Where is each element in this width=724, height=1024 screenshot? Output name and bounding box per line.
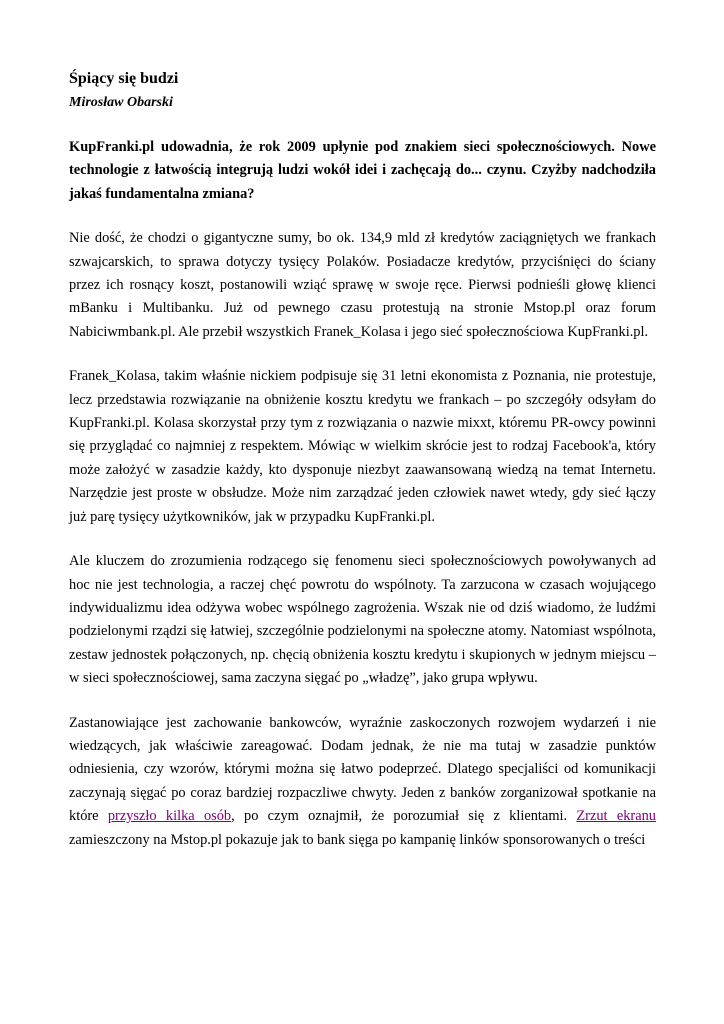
paragraph-4	[69, 712, 656, 852]
paragraph-4-text-b: , po czym oznajmił, że porozumiał się z klientami.	[231, 808, 577, 825]
paragraph-3: Ale kluczem do zrozumienia rodzącego się fenomenu sieci społecznościowych powoływanych ad hoc nie jest technologia, a raczej chęć powrotu do wspólnoty. Ta zarzucona w czasach wojującego indywidualizmu idea odżywa wobec wspólnego zagrożenia. Wszak nie od dziś wiadomo, że ludźmi podzielonymi rządzi się łatwiej, szczególnie podzielonymi na społeczne atomy. Natomiast wspólnota, zestaw jednostek połączonych, np. chęcią obniżenia kosztu kredytu i skupionych w jednym miejscu – w sieci społecznościowej, sama zaczyna sięgać po „władzę”, jako grupa wpływu.	[69, 553, 656, 687]
paragraph-4-text-c: zamieszczony na Mstop.pl pokazuje jak to bank sięga po kampanię linków sponsorowanych o treści	[69, 831, 646, 848]
link-zrzut-ekranu[interactable]: Zrzut ekranu	[576, 808, 656, 825]
article-lead: KupFranki.pl udowadnia, że rok 2009 upłynie pod znakiem sieci społecznościowych. Nowe technologie z łatwością integrują ludzi wokół idei i zachęcają do... czynu. Czyżby nadchodziła jakaś fundamentalna zmiana?	[69, 139, 656, 202]
paragraph-2: Franek_Kolasa, takim właśnie nickiem podpisuje się 31 letni ekonomista z Poznania, nie protestuje, lecz przedstawia rozwiązanie na obniżenie kosztu kredytu we frankach – po szczegóły odsyłam do KupFranki.pl. Kolasa skorzystał przy tym z rozwiązania o nazwie mixxt, któremu PR-owcy powinni się przyglądać co najmniej z respektem. Mówiąc w wielkim skrócie jest to rodzaj Facebook'a, który może założyć w zasadzie każdy, kto dysponuje niezbyt zaawansowaną wiedzą na temat Internetu. Narzędzie jest proste w obsłudze. Może nim zarządzać jeden człowiek nawet wtedy, gdy sieć łączy już parę tysięcy użytkowników, jak w przypadku KupFranki.pl.	[69, 368, 656, 525]
paragraph-4-text-a: Zastanowiające jest zachowanie bankowców, wyraźnie zaskoczonych rozwojem wydarzeń i nie wiedzących, jak właściwie zareagować. Dodam jednak, że nie ma tutaj w zasadzie punktów odniesienia, czy wzorów, którymi można się łatwo podeprzeć. Dlatego specjaliści od komunikacji zaczynają sięgać po coraz bardziej rozpaczliwe chwyty. Jeden z banków zorganizował spotkanie na które	[69, 714, 656, 825]
paragraph-1: Nie dość, że chodzi o gigantyczne sumy, bo ok. 134,9 mld zł kredytów zaciągniętych we frankach szwajcarskich, to sprawa dotyczy tysięcy Polaków. Posiadacze kredytów, przyciśnięci do ściany przez ich rosnący koszt, postanowili wziąć sprawę w swoje ręce. Pierwsi podnieśli głowę klienci mBanku i Multibanku. Już od pewnego czasu protestują na stronie Mstop.pl oraz forum Nabiciwmbank.pl. Ale przebił wszystkich Franek_Kolasa i jego sieć społecznościowa KupFranki.pl.	[69, 230, 656, 340]
article-body	[69, 66, 656, 873]
article-author: Mirosław Obarski	[69, 95, 173, 110]
link-przyszlo-kilka-osob[interactable]: przyszło kilka osób	[107, 808, 232, 825]
article-title: Śpiący się budzi	[69, 70, 179, 87]
